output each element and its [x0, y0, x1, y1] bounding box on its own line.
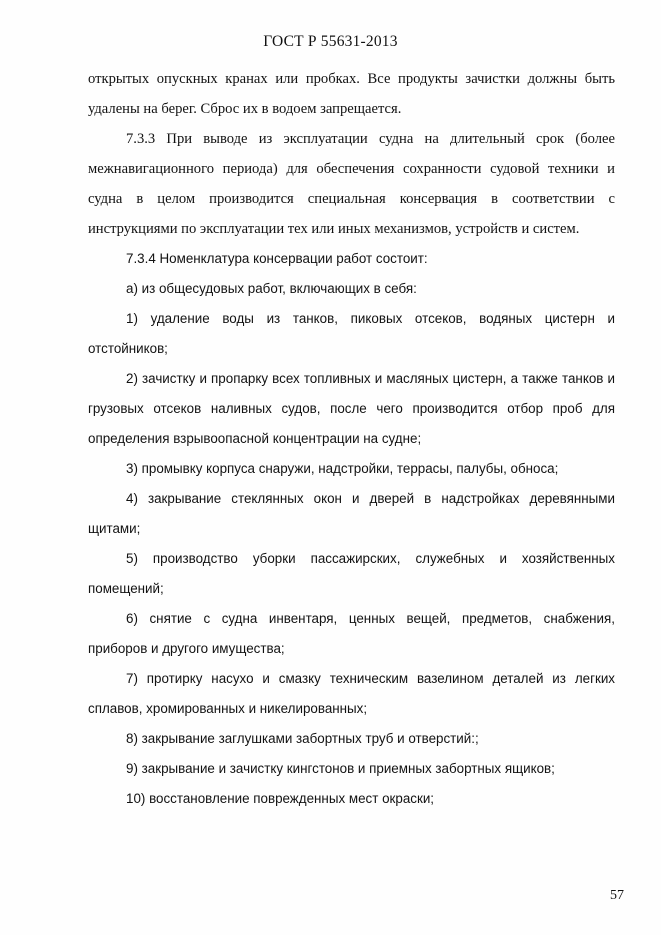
list-item-3: 3) промывку корпуса снаружи, надстройки, террасы, палубы, обноса; [126, 461, 559, 476]
list-item-1: 1) удаление воды из танков, пиковых отсеков, водяных цистерн и отстойников; [88, 311, 615, 356]
paragraph-7-3-4: 7.3.4 Номенклатура консервации работ состоит: [126, 251, 428, 266]
page-number: 57 [610, 888, 624, 903]
document-header-title: ГОСТ Р 55631-2013 [263, 33, 398, 50]
list-item-5: 5) производство уборки пассажирских, служебных и хозяйственных помещений; [88, 551, 615, 596]
list-item-a: а) из общесудовых работ, включающих в себя: [126, 281, 417, 296]
paragraph-7-3-3: 7.3.3 При выводе из эксплуатации судна на длительный срок (более межнавигационного периода) для обеспечения сохранности судовой техники и судна в целом производится специальная консервация в соответствии с инструкциями по эксплуатации тех или иных механизмов, устройств и систем. [88, 131, 615, 237]
list-item-9: 9) закрывание и зачистку кингстонов и приемных забортных ящиков; [126, 761, 555, 776]
list-item-8: 8) закрывание заглушками забортных труб и отверстий:; [126, 731, 479, 746]
list-item-4: 4) закрывание стеклянных окон и дверей в надстройках деревянными щитами; [88, 491, 615, 536]
list-item-10: 10) восстановление поврежденных мест окраски; [126, 791, 435, 806]
list-item-7: 7) протирку насухо и смазку техническим вазелином деталей из легких сплавов, хромированных и никелированных; [88, 671, 615, 716]
document-body [88, 64, 615, 814]
list-item-6: 6) снятие с судна инвентаря, ценных вещей, предметов, снабжения, приборов и другого имущества; [88, 611, 615, 656]
list-item-2: 2) зачистку и пропарку всех топливных и масляных цистерн, а также танков и грузовых отсеков наливных судов, после чего производится отбор проб для определения взрывоопасной концентрации на судне; [88, 371, 615, 446]
paragraph-continued: открытых опускных кранах или пробках. Все продукты зачистки должны быть удалены на берег. Сброс их в водоем запрещается. [88, 71, 615, 117]
